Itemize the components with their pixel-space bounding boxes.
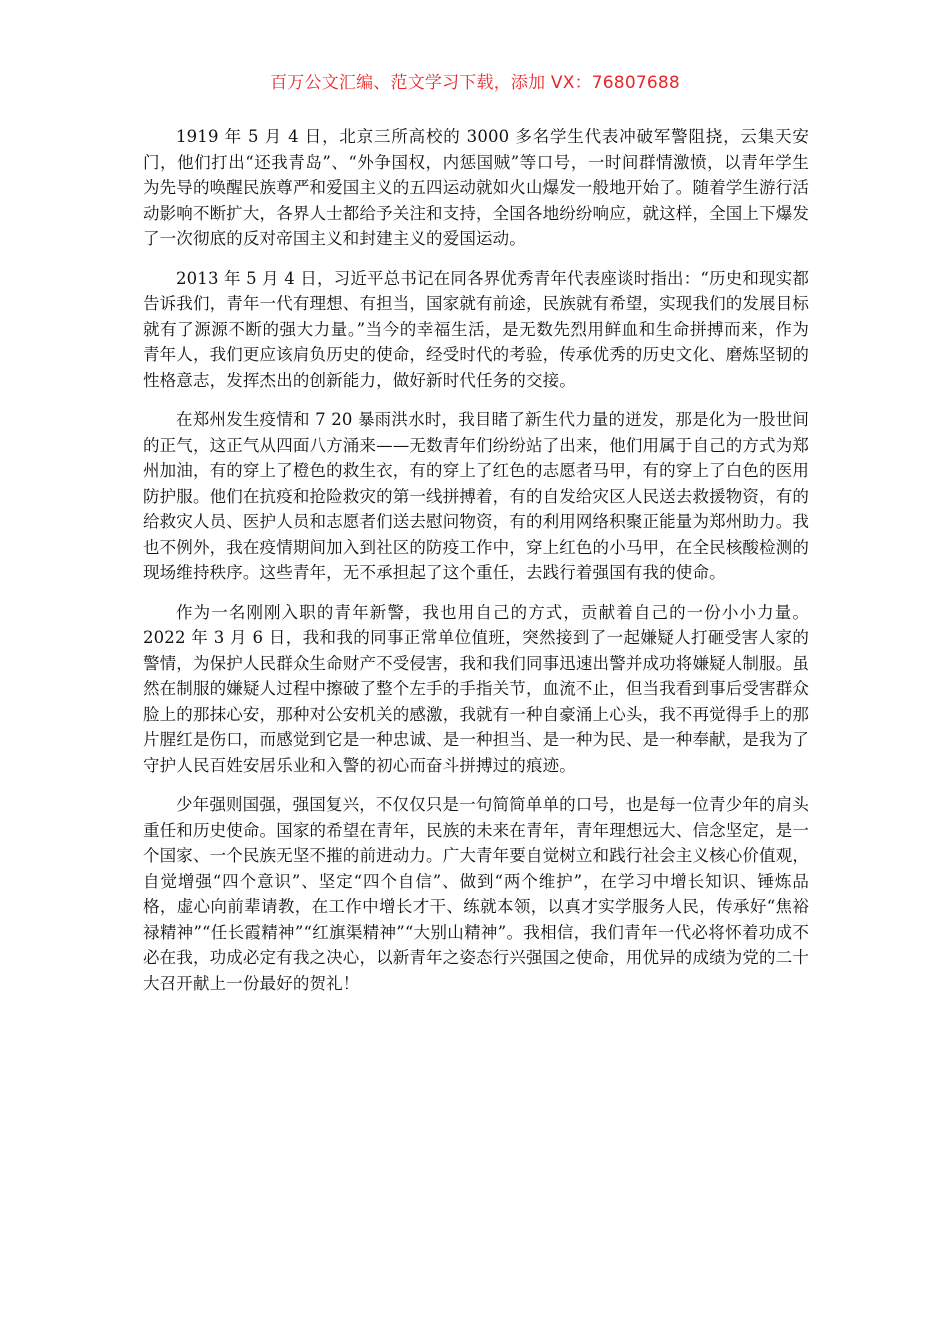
paragraph-youth-strong: 少年强则国强，强国复兴，不仅仅只是一句简简单单的口号，也是每一位青少年的肩头重任和历史使命。国家的希望在青年，民族的未来在青年，青年理想远大、信念坚定，是一个国家、一个民族无坚不摧的前进动力。广大青年要自觉树立和践行社会主义核心价值观，自觉增强“四个意识”、坚定“四个自信”、做到“两个维护”，在学习中增长知识、锤炼品格，虚心向前辈请教，在工作中增长才干、练就本领，以真才实学服务人民，传承好“焦裕禄精神”“任长霞精神”“红旗渠精神”“大别山精神”。我相信，我们青年一代必将怀着功成不必在我，功成必定有我之决心，以新青年之姿态行兴强国之使命，用优异的成绩为党的二十大召开献上一份最好的贺礼！ <box>143 795 809 993</box>
watermark-header: 百万公文汇编、范文学习下载，添加 VX：76807688 <box>270 73 680 93</box>
paragraph-may-fourth-2013: 2013 年 5 月 4 日，习近平总书记在同各界优秀青年代表座谈时指出：“历史和现实都告诉我们，青年一代有理想、有担当，国家就有前途，民族就有希望，实现我们的发展目标就有了源源不断的强大力量。”当今的幸福生活，是无数先烈用鲜血和生命拼搏而来，作为青年人，我们更应该肩负历史的使命，经受时代的考验，传承优秀的历史文化、磨炼坚韧的性格意志，发挥杰出的创新能力，做好新时代任务的交接。 <box>143 268 809 390</box>
paragraph-new-police: 作为一名刚刚入职的青年新警，我也用自己的方式，贡献着自己的一份小小力量。2022 年 3 月 6 日，我和我的同事正常单位值班，突然接到了一起嫌疑人打砸受害人家的警情，为保护人民群众生命财产不受侵害，我和我们同事迅速出警并成功将嫌疑人制服。虽然在制服的嫌疑人过程中擦破了整个左手的手指关节，血流不止，但当我看到事后受害群众脸上的那抹心安，那种对公安机关的感激，我就有一种自豪涌上心头，我不再觉得手上的那片腥红是伤口，而感觉到它是一种忠诚、是一种担当、是一种为民、是一种奉献，是我为了守护人民百姓安居乐业和入警的初心而奋斗拼搏过的痕迹。 <box>143 602 809 775</box>
paragraph-may-fourth-1919: 1919 年 5 月 4 日，北京三所高校的 3000 多名学生代表冲破军警阻挠，云集天安门，他们打出“还我青岛”、“外争国权，内惩国贼”等口号，一时间群情激愤，以青年学生为先导的唤醒民族尊严和爱国主义的五四运动就如火山爆发一般地开始了。随着学生游行活动影响不断扩大，各界人士都给予关注和支持，全国各地纷纷响应，就这样，全国上下爆发了一次彻底的反对帝国主义和封建主义的爱国运动。 <box>143 127 809 248</box>
paragraph-zhengzhou: 在郑州发生疫情和 7 20 暴雨洪水时，我目睹了新生代力量的迸发，那是化为一股世间的正气，这正气从四面八方涌来——无数青年们纷纷站了出来，他们用属于自己的方式为郑州加油，有的穿上了橙色的救生衣，有的穿上了红色的志愿者马甲，有的穿上了白色的医用防护服。他们在抗疫和抢险救灾的第一线拼搏着，有的自发给灾区人民送去救援物资，有的给救灾人员、医护人员和志愿者们送去慰问物资，有的利用网络积聚正能量为郑州助力。我也不例外，我在疫情期间加入到社区的防疫工作中，穿上红色的小马甲，在全民核酸检测的现场维持秩序。这些青年，无不承担起了这个重任，去践行着强国有我的使命。 <box>143 410 809 582</box>
document-body <box>143 124 809 1010</box>
